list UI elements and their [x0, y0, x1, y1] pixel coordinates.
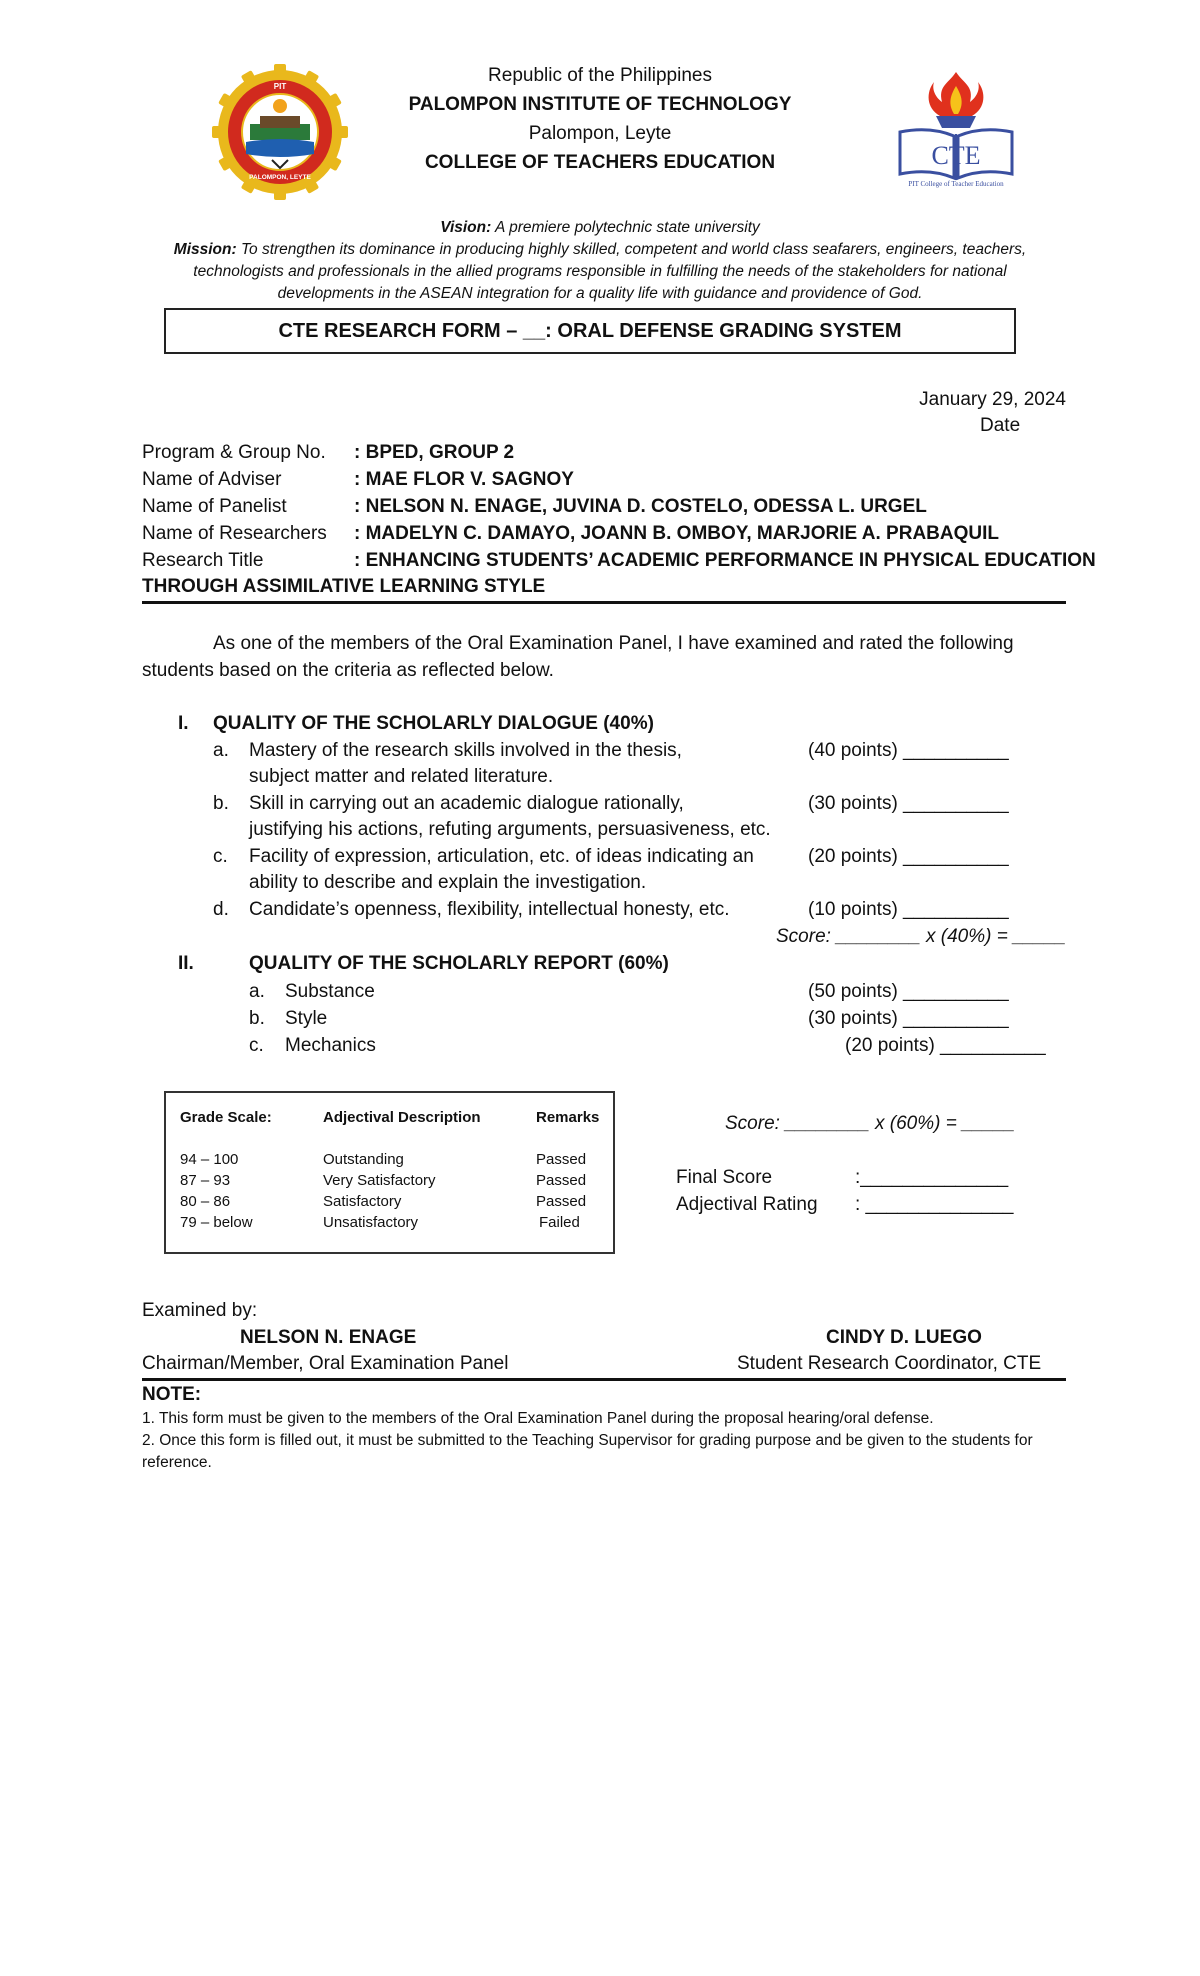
- final-score-blank: :______________: [855, 1167, 1009, 1188]
- cte-torch-book-icon: [890, 68, 1022, 188]
- section1-title: QUALITY OF THE SCHOLARLY DIALOGUE (40%): [213, 713, 654, 734]
- grade-row-2-desc: Very Satisfactory: [323, 1172, 436, 1189]
- svg-text:PALOMPON, LEYTE: PALOMPON, LEYTE: [249, 174, 311, 181]
- criterion-c-points: (20 points) __________: [808, 846, 1009, 867]
- report-c-letter: c.: [249, 1035, 264, 1056]
- intro-line-1: As one of the members of the Oral Examination Panel, I have examined and rated the following: [213, 633, 1014, 654]
- pit-seal-icon: [210, 62, 350, 202]
- grade-scale-box: [164, 1091, 615, 1254]
- report-b-label: Style: [285, 1008, 328, 1029]
- report-a-letter: a.: [249, 981, 265, 1002]
- mission-line-2: technologists and professionals in the allied programs responsible in fulfilling the needs of the stakeholders for national: [193, 263, 1007, 280]
- section2-numeral: II.: [178, 953, 194, 974]
- report-b-points: (30 points) __________: [808, 1008, 1009, 1029]
- report-a-points: (50 points) __________: [808, 981, 1009, 1002]
- svg-text:CTE: CTE: [931, 141, 981, 170]
- adjectival-header: Adjectival Description: [323, 1109, 481, 1126]
- criterion-a-letter: a.: [213, 740, 229, 761]
- criterion-b-letter: b.: [213, 793, 229, 814]
- criterion-a-line1: Mastery of the research skills involved in the thesis,: [249, 740, 682, 761]
- svg-text:PIT College of Teacher Educati: PIT College of Teacher Education: [908, 180, 1004, 188]
- report-b-letter: b.: [249, 1008, 265, 1029]
- grade-row-4-range: 79 – below: [180, 1214, 253, 1231]
- left-signatory-title: Chairman/Member, Oral Examination Panel: [142, 1353, 509, 1374]
- vision-label: Vision:: [440, 219, 492, 236]
- mission-line-1: Mission: To strengthen its dominance in producing highly skilled, competent and world class seafarers, engineers, teachers,: [173, 241, 1027, 258]
- remarks-header: Remarks: [536, 1109, 600, 1126]
- section2-title: QUALITY OF THE SCHOLARLY REPORT (60%): [249, 953, 669, 974]
- institute-name: PALOMPON INSTITUTE OF TECHNOLOGY: [408, 94, 792, 115]
- vision-text: A premiere polytechnic state university: [491, 219, 760, 236]
- criterion-c-line2: ability to describe and explain the investigation.: [249, 872, 647, 893]
- adjectival-rating-label: Adjectival Rating: [676, 1194, 818, 1215]
- location-line: Palompon, Leyte: [528, 123, 672, 144]
- document-page: PIT PALOMPON, LEYTE CTE PIT College of Teacher Education Republic of the Philippines PALOMPON INSTITUTE OF TECHNOLOGY Palompon, Leyte COLLEGE OF TEACHERS EDUCATION Vision: A premiere polytechnic state university Mission: To strengthen its dominance in producing highly skilled, competent and world class seafarers, engineers, teachers, technologists and professionals in the allied programs responsible in fulfilling the needs of the stakeholders for national developments in the ASEAN integration for a quality life with guidance and providence of God. CTE RESEARCH FORM – __: ORAL DEFENSE GRADING SYSTEM January 29, 2024 Date Program & Group No. : BPED, GROUP 2 Name of Adviser : MAE FLOR V. SAGNOY Name of Panelist : NELSON N. ENAGE, JUVINA D. COSTELO, ODESSA L. URGEL Name of Researchers : MADELYN C. DAMAYO, JOANN B. OMBOY, MARJORIE A. PRABAQUIL Research Title : ENHANCING STUDENTS’ ACADEMIC PERFORMANCE IN PHYSICAL EDUCATION THROUGH ASSIMILATIVE LEARNING STYLE As one of the members of the Oral Examination Panel, I have examined and rated the following students based on the criteria as reflected below. I. QUALITY OF THE SCHOLARLY DIALOGUE (40%) a. Mastery of the research skills involved in the thesis, subject matter and related literature. (40 points) __________ b. Skill in carrying out an academic dialogue rationally, justifying his actions, refuting arguments, persuasiveness, etc. (30 points) __________ c. Facility of expression, articulation, etc. of ideas indicating an ability to describe and explain the investigation. (20 points) __________ d. Candidate’s openness, flexibility, intellectual honesty, etc. (10 points) __________ Score: ________ x (40%) = _____ II. QUALITY OF THE SCHOLARLY REPORT (60%) a. Substance (50 points) __________ b. Style (30 points) __________ c. Mechanics (20 points) __________ Grade Scale: Adjectival Description Remarks 94 – 100 Outstanding Passed 87 – 93 Very Satisfactory Passed 80 – 86 Satisfactory Passed 79 – below Unsatisfactory Failed Score: ________ x (60%) = _____ Final Score :______________ Adjectival Rating : ______________ Examined by: NELSON N. ENAGE Chairman/Member, Oral Examination Panel CINDY D. LUEGO Student Research Coordinator, CTE NOTE: 1. This form must be given to the members of the Oral Examination Panel during the proposal hearing/oral defense. 2. Once this form is filled out, it must be submitted to the Teaching Supervisor for grading purpose and be given to the students for reference.: [0, 0, 1200, 1976]
- grade-row-2-remark: Passed: [536, 1172, 587, 1189]
- grade-row-2-range: 87 – 93: [180, 1172, 231, 1189]
- college-name: COLLEGE OF TEACHERS EDUCATION: [424, 152, 776, 173]
- criterion-b-line1: Skill in carrying out an academic dialogue rationally,: [249, 793, 684, 814]
- grade-row-3-remark: Passed: [536, 1193, 587, 1210]
- grade-row-1-desc: Outstanding: [323, 1151, 404, 1168]
- grade-scale-header: Grade Scale:: [180, 1109, 272, 1126]
- criterion-a-line2: subject matter and related literature.: [249, 766, 554, 787]
- criterion-b-points: (30 points) __________: [808, 793, 1009, 814]
- report-a-label: Substance: [285, 981, 375, 1002]
- note-item-1: 1. This form must be given to the members of the Oral Examination Panel during the proposal hearing/oral defense.: [142, 1410, 934, 1427]
- criterion-d-line1: Candidate’s openness, flexibility, intellectual honesty, etc.: [249, 899, 730, 920]
- grade-row-1-range: 94 – 100: [180, 1151, 239, 1168]
- mission-label: Mission:: [173, 241, 237, 258]
- grade-row-3-range: 80 – 86: [180, 1193, 231, 1210]
- section1-numeral: I.: [178, 713, 189, 734]
- note-title: NOTE:: [142, 1384, 202, 1405]
- left-signatory-name: NELSON N. ENAGE: [240, 1327, 417, 1348]
- research-title-continued: THROUGH ASSIMILATIVE LEARNING STYLE: [142, 576, 546, 597]
- report-c-points: (20 points) __________: [845, 1035, 1046, 1056]
- criterion-b-line2: justifying his actions, refuting arguments, persuasiveness, etc.: [249, 819, 771, 840]
- vision-line: [150, 217, 1050, 239]
- criterion-a-points: (40 points) __________: [808, 740, 1009, 761]
- criterion-c-line1: Facility of expression, articulation, etc. of ideas indicating an: [249, 846, 754, 867]
- report-c-label: Mechanics: [285, 1035, 376, 1056]
- criterion-c-letter: c.: [213, 846, 228, 867]
- right-signatory-title: Student Research Coordinator, CTE: [737, 1353, 1042, 1374]
- grade-row-1-remark: Passed: [536, 1151, 587, 1168]
- signature-rule: [142, 1378, 1066, 1381]
- criterion-d-points: (10 points) __________: [808, 899, 1009, 920]
- final-score-label: Final Score: [676, 1167, 773, 1188]
- note-item-2: 2. Once this form is filled out, it must be submitted to the Teaching Supervisor for grading purpose and be given to the students for reference.: [142, 1432, 1033, 1471]
- right-signatory-name: CINDY D. LUEGO: [826, 1327, 982, 1348]
- adjectival-rating-blank: : ______________: [855, 1194, 1014, 1215]
- date-value: January 29, 2024: [919, 389, 1066, 410]
- mission-line-3: developments in the ASEAN integration for a quality life with guidance and providence of God.: [277, 285, 923, 302]
- date-label: Date: [980, 415, 1021, 436]
- divider-rule: [142, 601, 1066, 604]
- form-title: CTE RESEARCH FORM – __: ORAL DEFENSE GRADING SYSTEM: [164, 308, 1016, 354]
- grade-row-3-desc: Satisfactory: [323, 1193, 402, 1210]
- examined-by-label: Examined by:: [142, 1300, 258, 1321]
- section1-score: Score: ________ x (40%) = _____: [776, 926, 1066, 947]
- intro-line-2: students based on the criteria as reflected below.: [142, 660, 554, 681]
- grade-row-4-remark: Failed: [539, 1214, 580, 1231]
- republic-line: Republic of the Philippines: [488, 65, 712, 86]
- criterion-d-letter: d.: [213, 899, 229, 920]
- svg-text:PIT: PIT: [273, 82, 287, 91]
- grade-row-4-desc: Unsatisfactory: [323, 1214, 419, 1231]
- section2-score: Score: ________ x (60%) = _____: [725, 1113, 1015, 1134]
